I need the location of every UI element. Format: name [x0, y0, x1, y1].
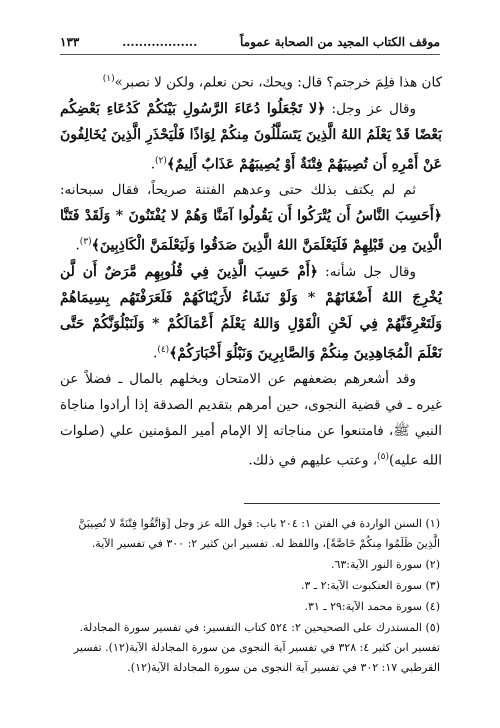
- footnote-separator: [244, 503, 440, 504]
- main-text: [60, 66, 442, 474]
- header-dots: ..................: [122, 35, 198, 49]
- footnote-ref-1[interactable]: (١): [102, 74, 115, 84]
- paragraph-4: وقال جل شأنه: ﴿أَمْ حَسِبَ الَّذِينَ فِي قُلُوبِهِم مَّرَضٌ أَن لَّن يُخْرِجَ اللهُ أَضْغَانَهُمْ * وَلَوْ نَشَاءُ لأَرَيْنَاكَهُمْ فَلَعَرَفْتَهُم بِسِيمَاهُمْ وَلَتَعْرِفَنَّهُمْ فِي لَحْنِ الْقَوْلِ وَاللهُ يَعْلَمُ أَعْمَالَكُمْ * وَلَنَبْلُوَنَّكُمْ حَتَّى نَعْلَمَ الْمُجَاهِدِينَ مِنكُمْ وَالصَّابِرِينَ وَنَبْلُوَ أَخْبَارَكُمْ﴾$^{(٤)}$.: [60, 263, 442, 361]
- footnote-1: (١) السنن الواردة في الفتن ١: ٢٠٤ باب: قول الله عز وجل [وَاتَّقُوا فِتْنَةً لا تُصِيبَنَّ الَّذِينَ ظَلَمُوا مِنكُمْ خَاصَّةً]، واللفظ له. تفسير ابن كثير ٢: ٣٠٠ في تفسير الآية.: [78, 517, 440, 550]
- paragraph-1: كان هذا فلِمَ خرجتم؟ قال: ويحك، نحن نعلم، ولكن لا نصبر»$^{(١)}$: [102, 74, 442, 91]
- running-title: موقف الكتاب المجيد من الصحابة عموماً: [240, 35, 440, 49]
- footnote-2: (٢) سورة النور الآية:٦٣.: [330, 558, 440, 571]
- footnote-ref-5[interactable]: (٥): [377, 452, 390, 462]
- paragraph-2: وقال عز وجل: ﴿لا تَجْعَلُوا دُعَاءَ الرَّسُولِ بَيْنَكُمْ كَدُعَاءِ بَعْضِكُم بَعْضًا قَدْ يَعْلَمُ اللهُ الَّذِينَ يَتَسَلَّلُونَ مِنكُمْ لِوَاذًا فَلْيَحْذَرِ الَّذِينَ يُخَالِفُونَ عَنْ أَمْرِهِ أَن تُصِيبَهُمْ فِتْنَةٌ أَوْ يُصِيبَهُمْ عَذَابٌ أَلِيمٌ﴾$^{(٢)}$.: [60, 100, 442, 172]
- footnote-ref-3[interactable]: (٣): [79, 237, 92, 247]
- page-header: [60, 30, 440, 55]
- footnote-3: (٣) سورة العنكبوت الآية:٢ ـ ٣.: [301, 579, 440, 592]
- quran-verse-1: ﴿لا تَجْعَلُوا دُعَاءَ الرَّسُولِ بَيْنَكُمْ كَدُعَاءِ بَعْضِكُم بَعْضًا قَدْ يَعْلَمُ اللهُ الَّذِينَ يَتَسَلَّلُونَ مِنكُمْ لِوَاذًا فَلْيَحْذَرِ الَّذِينَ يُخَالِفُونَ عَنْ أَمْرِهِ أَن تُصِيبَهُمْ فِتْنَةٌ أَوْ يُصِيبَهُمْ عَذَابٌ أَلِيمٌ﴾: [60, 100, 442, 172]
- footnote-5: (٥) المستدرك على الصحيحين ٢: ٥٢٤ كتاب التفسير: في تفسير سورة المجادلة. تفسير ابن كثير ٤: ٣٢٨ في تفسير آية النجوى من سورة المجادلة الآية(١٢). تفسير القرطبي ١٧: ٣٠٢ في تفسير آية النجوى من سورة المجادلة الآية(١٢).: [73, 621, 440, 674]
- paragraph-3: ثم لم يكتف بذلك حتى وعدهم الفتنة صريحاً، فقال سبحانه: ﴿أَحَسِبَ النَّاسُ أَن يُتْرَكُوا أَن يَقُولُوا آمَنَّا وَهُمْ لا يُفْتَنُونَ * وَلَقَدْ فَتَنَّا الَّذِينَ مِن قَبْلِهِمْ فَلَيَعْلَمَنَّ اللهُ الَّذِينَ صَدَقُوا وَلَيَعْلَمَنَّ الْكَاذِبِينَ﴾$^{(٣)}$.: [60, 182, 442, 254]
- footnote-4: (٤) سورة محمد الآية:٢٩ ـ ٣١.: [304, 600, 440, 613]
- paragraph-5: وقد أشعرهم بضعفهم عن الامتحان وبخلهم بالمال ـ فضلاً عن غيره ـ في قضية النجوى، حين أمرهم بتقديم الصدقة إذا أرادوا مناجاة النبي ﷺ، فامتنعوا عن مناجاته إلا الإمام أمير المؤمنين علي (صلوات الله عليه)$^{(٥)}$، وعتب عليهم في ذلك.: [60, 371, 442, 469]
- footnote-ref-2[interactable]: (٢): [155, 155, 167, 166]
- quran-verse-2: ﴿أَحَسِبَ النَّاسُ أَن يُتْرَكُوا أَن يَقُولُوا آمَنَّا وَهُمْ لا يُفْتَنُونَ * وَلَقَدْ فَتَنَّا الَّذِينَ مِن قَبْلِهِمْ فَلَيَعْلَمَنَّ اللهُ الَّذِينَ صَدَقُوا وَلَيَعْلَمَنَّ الْكَاذِبِينَ﴾: [60, 208, 442, 254]
- page-number: ١٣٣: [60, 35, 80, 49]
- footnote-ref-4[interactable]: (٤): [157, 344, 170, 355]
- quran-verse-3: ﴿أَمْ حَسِبَ الَّذِينَ فِي قُلُوبِهِم مَّرَضٌ أَن لَّن يُخْرِجَ اللهُ أَضْغَانَهُمْ * وَلَوْ نَشَاءُ لأَرَيْنَاكَهُمْ فَلَعَرَفْتَهُم بِسِيمَاهُمْ وَلَتَعْرِفَنَّهُمْ فِي لَحْنِ الْقَوْلِ وَاللهُ يَعْلَمُ أَعْمَالَكُمْ * وَلَنَبْلُوَنَّكُمْ حَتَّى نَعْلَمَ الْمُجَاهِدِينَ مِنكُمْ وَالصَّابِرِينَ وَنَبْلُوَ أَخْبَارَكُمْ﴾: [60, 263, 442, 361]
- footnotes: [60, 514, 440, 679]
